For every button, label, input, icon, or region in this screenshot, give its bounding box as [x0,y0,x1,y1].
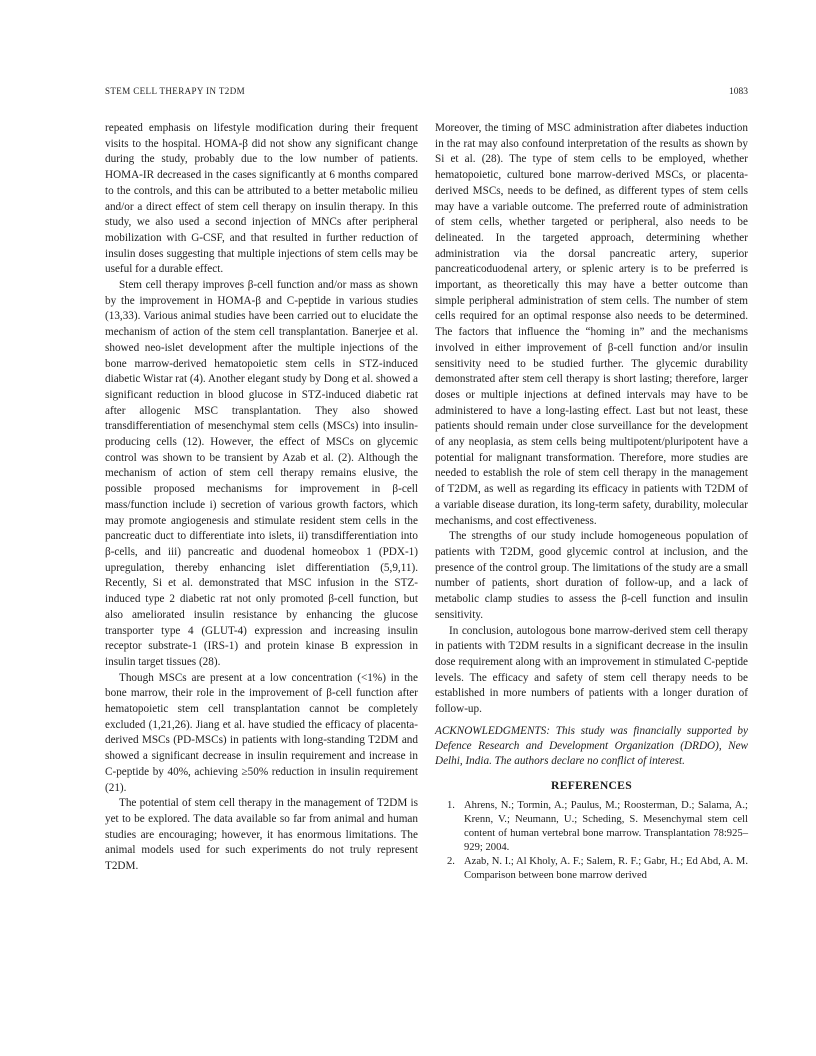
reference-text: Ahrens, N.; Tormin, A.; Paulus, M.; Roosterman, D.; Salama, A.; Krenn, V.; Neumann, U.; Scheding, S. Mesenchymal stem cell content of human vertebral bone marrow. Transplantation 78:925–929; 2004. [464,800,748,854]
reference-number: 2. [447,856,455,868]
right-column [435,121,748,883]
page-number: 1083 [729,87,748,97]
references-list [435,799,748,883]
reference-item [435,799,748,855]
acknowledgments-paragraph: ACKNOWLEDGMENTS: This study was financially supported by Defence Research and Development Organization (DRDO), New Delhi, India. The authors declare no conflict of interest. [435,724,748,768]
body-paragraph: Though MSCs are present at a low concentration (<1%) in the bone marrow, their role in the improvement of β-cell function after hematopoietic stem cell transplantation cannot be completely excluded (1,21,26). Jiang et al. have studied the efficacy of placenta-derived MSCs (PD-MSCs) in patients with long-standing T2DM and showed a significant decrease in insulin requirement and increase in C-peptide by 40%, achieving ≥50% reduction in insulin requirement (21). [105,671,418,794]
reference-text: Azab, N. I.; Al Kholy, A. F.; Salem, R. F.; Gabr, H.; Ed Abd, A. M. Comparison between bone marrow derived [464,856,748,882]
body-paragraph: The strengths of our study include homogeneous population of patients with T2DM, good glycemic control at inclusion, and the presence of the control group. The limitations of the study are a small number of patients, short duration of follow-up, and a lack of metabolic clamp studies to assess the β-cell function and insulin sensitivity. [435,530,748,621]
reference-number: 1. [447,800,455,812]
running-title: STEM CELL THERAPY IN T2DM [105,86,246,96]
body-paragraph: repeated emphasis on lifestyle modification during their frequent visits to the hospital. HOMA-β did not show any significant change during the study, probably due to the low number of patients. HOMA-IR decreased in the cases significantly at 6 months compared to the controls, and this can be attributed to a better metabolic milieu and/or a direct effect of stem cell therapy on insulin therapy. In this study, we also used a second injection of MNCs after peripheral mobilization with G-CSF, and that resulted in further reduction of insulin doses suggesting that multiple injections of stem cells may be useful for a durable effect. [105,122,418,276]
body-paragraph: Stem cell therapy improves β-cell function and/or mass as shown by the improvement in HOMA-β and C-peptide in various studies (13,33). Various animal studies have been carried out to elucidate the mechanism of action of the stem cell transplantation. Banerjee et al. showed neo-islet development after the multiple injections of the bone marrow-derived hematopoietic stem cells in STZ-induced diabetic Wistar rat (4). Another elegant study by Dong et al. showed a significant reduction in blood glucose in STZ-induced diabetic rat after allogenic MSC transplantation. They also showed transdifferentiation of mesenchymal stem cells (MSCs) into insulin-producing cells (12). However, the effect of MSCs on glycemic control was shown to be transient by Azab et al. (2). Although the mechanism of action of stem cell therapy remains elusive, the possible proposed mechanisms for improvement in β-cell mass/function include i) secretion of various growth factors, which may promote angiogenesis and stimulate resident stem cells in the pancreatic duct to differentiate into islets, ii) transdifferentiation into β-cells, and iii) pancreatic and duodenal homeobox 1 (PDX-1) upregulation, thereby enhancing islet differentiation (5,9,11). Recently, Si et al. demonstrated that MSC infusion in the STZ-induced type 2 diabetic rat not only promoted β-cell function, but also ameliorated insulin resistance by enhancing the glucose transporter type 4 (GLUT-4) expression and increasing insulin receptor substrate-1 (IRS-1) and protein kinase B expression in insulin target tissues (28). [105,279,418,668]
body-paragraph: The potential of stem cell therapy in the management of T2DM is yet to be explored. The data available so far from animal and human studies are encouraging; however, it has enormous limitations. The animal models used for such experiments do not truly represent T2DM. [105,797,418,873]
reference-item [435,855,748,883]
page-header [105,86,748,97]
body-paragraph: Moreover, the timing of MSC administration after diabetes induction in the rat may also confound interpretation of the results as shown by Si et al. (28). The type of stem cells to be employed, whether hematopoietic, cultured bone marrow-derived MSCs, or placenta-derived MSCs, needs to be defined, as different types of stem cells may have a variable outcome. The preferred route of administration of stem cells, whether targeted or peripheral, also needs to be delineated. In the targeted approach, determining whether administration via the dorsal pancreatic artery, superior pancreaticoduodenal artery, or splenic artery is to be preferred is important, as theoretically this may have a better outcome than simple peripheral administration of stem cells. The number of stem cells required for an optimal response also needs to be determined. The factors that influence the “homing in” and the mechanisms involved in either improvement of β-cell function and/or insulin sensitivity need to be studied further. The glycemic durability demonstrated after stem cell therapy is short lasting; therefore, larger doses or multiple injections at defined intervals may have to be administered to have a long-lasting effect. Last but not least, these patients should remain under close surveillance for the development of any neoplasia, as stem cells being multipotent/pluripotent have a potential for malignant transformation. Therefore, more studies are needed to establish the role of stem cell therapy in the management of T2DM, as well as regarding its efficacy in patients with T2DM of a variable disease duration, its long-term safety, durability, molecular mechanisms, and cost effectiveness. [435,122,748,527]
references-heading: REFERENCES [551,779,632,793]
body-paragraph: In conclusion, autologous bone marrow-derived stem cell therapy in patients with T2DM results in a significant decrease in the insulin dose requirement along with an improvement in stimulated C-peptide levels. The efficacy and safety of stem cell therapy needs to be established in more numbers of patients with a longer duration of follow-up. [435,624,748,716]
two-column-body [105,121,748,883]
left-column [105,121,418,883]
